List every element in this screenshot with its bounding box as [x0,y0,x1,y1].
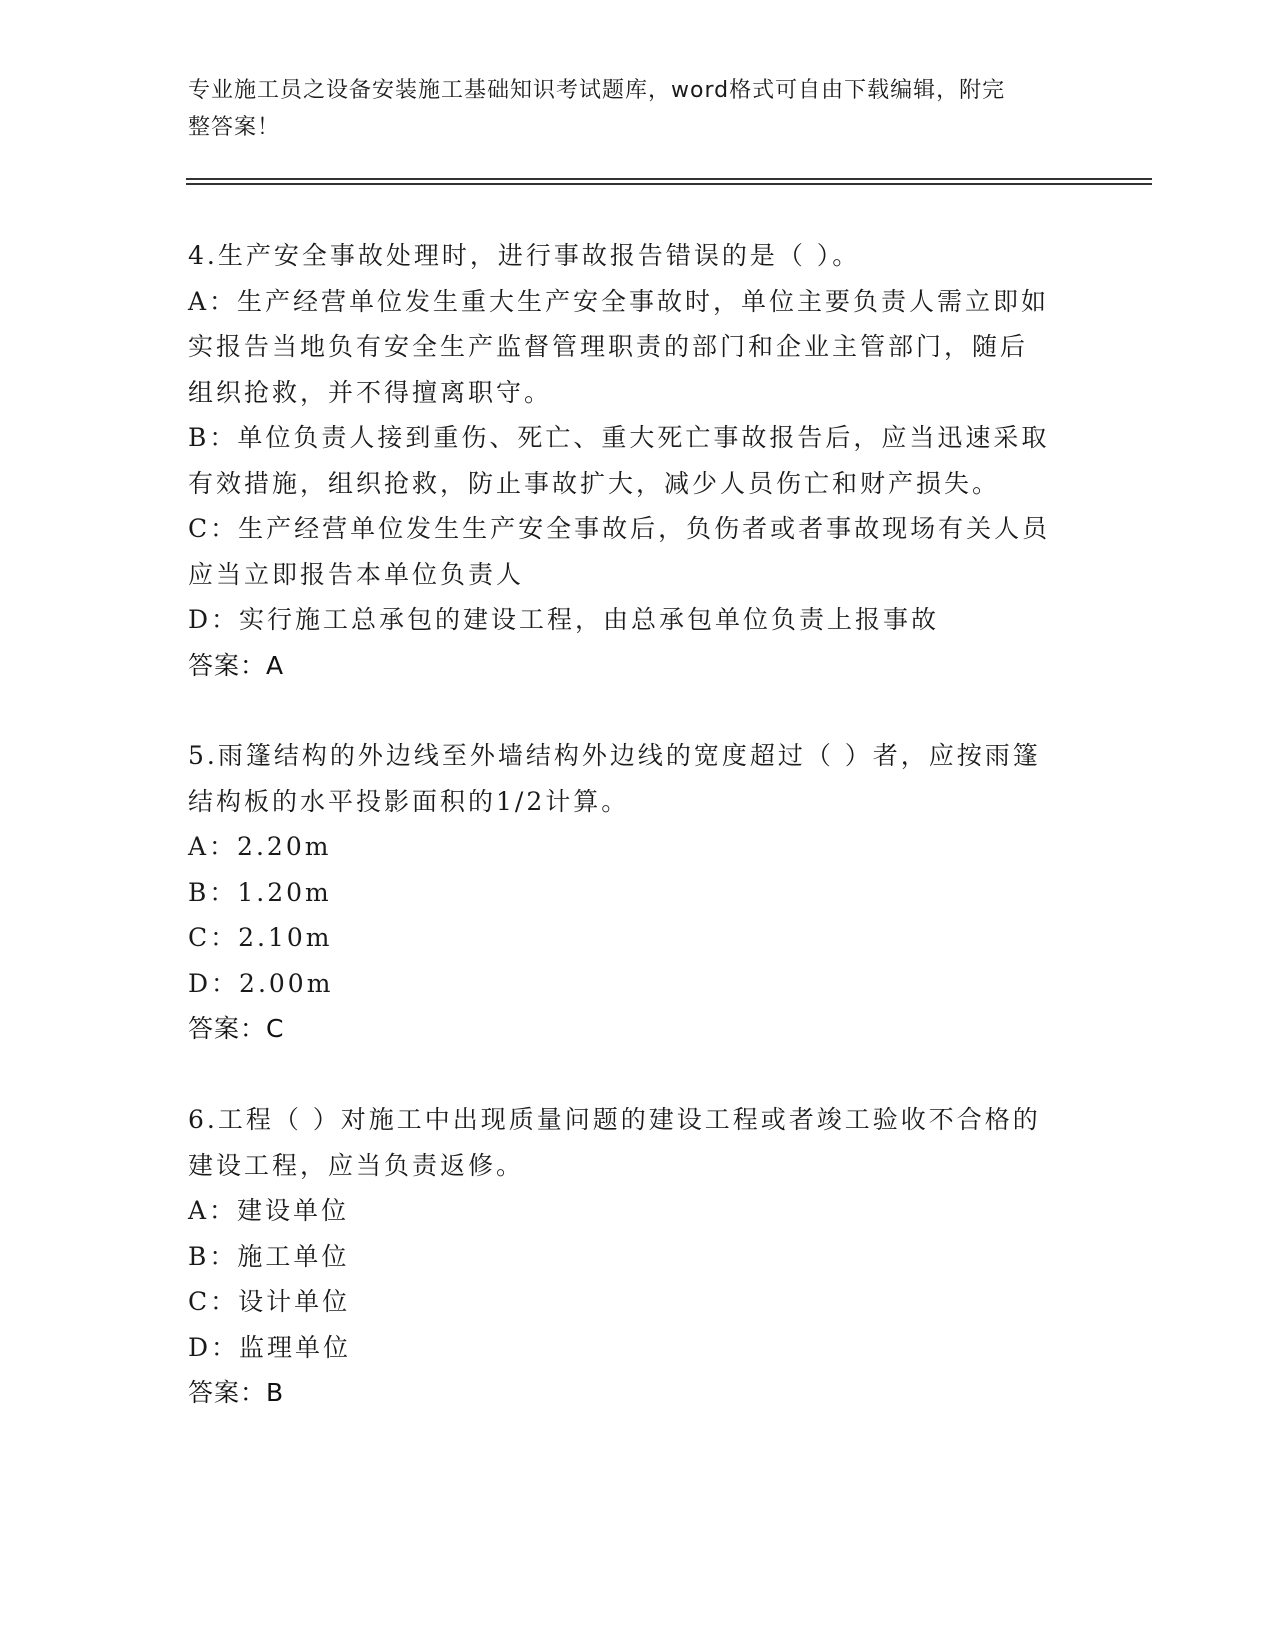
option-d: D：监理单位 [188,1332,352,1362]
option-c: C：生产经营单位发生生产安全事故后，负伤者或者事故现场有关人员 [188,514,1051,543]
option-a-continued: 实报告当地负有安全生产监督管理职责的部门和企业主管部门，随后 [188,332,1029,361]
answer-label: 答案：B [188,1378,285,1407]
option-c: C：设计单位 [188,1287,351,1316]
header-line: 整答案！ [188,115,281,140]
answer-label: 答案：A [188,650,285,680]
option-b: B：单位负责人接到重伤、死亡、重大死亡事故报告后，应当迅速采取 [188,423,1050,452]
question-block [188,733,1078,1052]
question-stem-continued: 建设工程，应当负责返修。 [188,1150,525,1180]
option-b: B：施工单位 [188,1241,350,1271]
header-divider [186,178,1152,180]
header-line: 专业施工员之设备安装施工基础知识考试题库，word格式可自由下载编辑，附完 [188,78,1006,103]
option-c: C：2.10m [188,923,333,952]
question-block [188,233,1078,688]
option-a: A：建设单位 [188,1196,350,1225]
option-d: D：2.00m [188,968,334,998]
question-stem: 6.工程（ ）对施工中出现质量问题的建设工程或者竣工验收不合格的 [188,1105,1041,1134]
option-b-continued: 有效措施，组织抢救，防止事故扩大，减少人员伤亡和财产损失。 [188,468,1001,498]
option-a: A：2.20m [188,832,332,861]
header-divider [186,183,1152,185]
question-stem: 4.生产安全事故处理时，进行事故报告错误的是（ ）。 [188,241,861,270]
question-stem-continued: 结构板的水平投影面积的1/2计算。 [188,786,630,816]
answer-label: 答案：C [188,1014,285,1043]
option-b: B：1.20m [188,877,332,907]
option-c-continued: 应当立即报告本单位负责人 [188,559,525,589]
option-a-continued: 组织抢救，并不得擅离职守。 [188,377,553,407]
option-a: A：生产经营单位发生重大生产安全事故时，单位主要负责人需立即如 [188,286,1050,316]
question-stem: 5.雨篷结构的外边线至外墙结构外边线的宽度超过（ ）者，应按雨篷 [188,741,1041,770]
option-d: D：实行施工总承包的建设工程，由总承包单位负责上报事故 [188,605,940,634]
document-header [188,72,1068,146]
question-block [188,1097,1078,1416]
